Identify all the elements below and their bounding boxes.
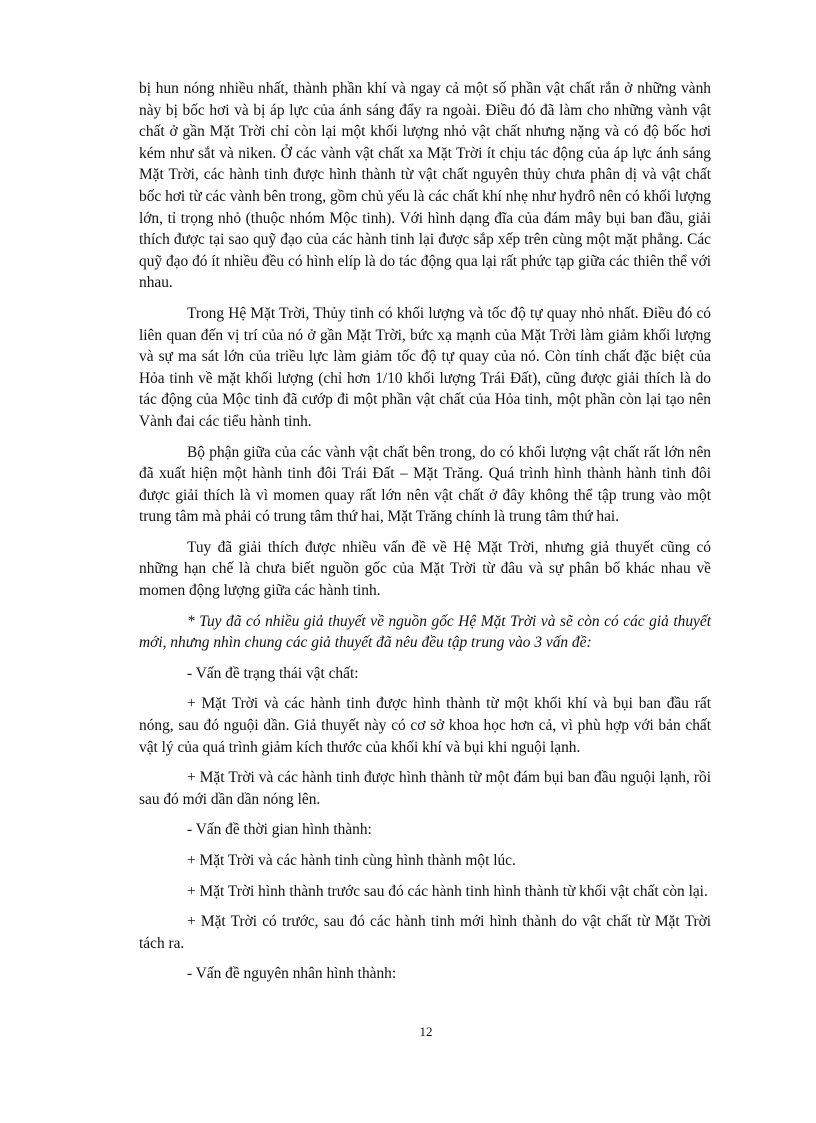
paragraph-11: + Mặt Trời hình thành trước sau đó các hành tinh hình thành từ khối vật chất còn lại. (187, 882, 708, 900)
page-number: 12 (419, 1024, 433, 1039)
paragraph-13-heading: - Vấn đề nguyên nhân hình thành: (187, 965, 397, 983)
paragraph-3: Bộ phận giữa của các vành vật chất bên trong, do có khối lượng vật chất rất lớn nên đã xuất hiện một hành tinh đôi Trái Đất – Mặt Trăng. Quá trình hình thành hành tinh đôi được giải thích là vì momen quay rất lớn nên vật chất ở đây không thể tập trung vào một trung tâm mà phải có trung tâm thứ hai, Mặt Trăng chính là trung tâm thứ hai. (139, 443, 711, 526)
paragraph-8: + Mặt Trời và các hành tinh được hình thành từ một đám bụi ban đầu nguội lạnh, rồi sau đó mới dần dần nóng lên. (139, 769, 711, 808)
paragraph-10: + Mặt Trời và các hành tinh cùng hình thành một lúc. (187, 852, 516, 869)
paragraph-1: bị hun nóng nhiều nhất, thành phần khí và ngay cả một số phần vật chất rắn ở những vành này bị bốc hơi và bị áp lực của ánh sáng đẩy ra ngoài. Điều đó đã làm cho những vành vật chất ở gần Mặt Trời chỉ còn lại một khối lượng nhỏ vật chất nhưng nặng và có độ bốc hơi kém như sắt và niken. Ở các vành vật chất xa Mặt Trời ít chịu tác động của áp lực ánh sáng Mặt Trời, các hành tinh được hình thành từ vật chất nguyên thủy chưa phân dị và vật chất bốc hơi từ các vành bên trong, gồm chủ yếu là các chất khí nhẹ như hyđrô nên có khối lượng lớn, tỉ trọng nhỏ (thuộc nhóm Mộc tinh). Với hình dạng đĩa của đám mây bụi ban đầu, giải thích được tại sao quỹ đạo của các hành tinh lại được sắp xếp trên cùng một mặt phẳng. Các quỹ đạo đó ít nhiều đều có hình elíp là do tác động qua lại rất phức tạp giữa các thiên thể với nhau. (139, 80, 711, 292)
paragraph-5-italic-note: * Tuy đã có nhiều giả thuyết về nguồn gốc Hệ Mặt Trời và sẽ còn có các giả thuyết mới, nhưng nhìn chung các giả thuyết đã nêu đều tập trung vào 3 vấn đề: (139, 612, 711, 652)
paragraph-2: Trong Hệ Mặt Trời, Thủy tinh có khối lượng và tốc độ tự quay nhỏ nhất. Điều đó có liên quan đến vị trí của nó ở gần Mặt Trời, bức xạ mạnh của Mặt Trời làm giảm khối lượng và sự ma sát lớn của triều lực làm giảm tốc độ tự quay của nó. Còn tính chất đặc biệt của Hỏa tinh về mặt khối lượng (chỉ hơn 1/10 khối lượng Trái Đất), cũng được giải thích là do tác động của Mộc tinh đã cướp đi một phần vật chất của Hỏa tinh, một phần còn lại tạo nên Vành đai các tiểu hành tinh. (139, 304, 711, 430)
paragraph-7: + Mặt Trời và các hành tinh được hình thành từ một khối khí và bụi ban đầu rất nóng, sau đó nguội dần. Giả thuyết này có cơ sở khoa học hơn cả, vì phù hợp với bản chất vật lý của quá trình giảm kích thước của khối khí và bụi khi nguội lạnh. (139, 695, 711, 756)
paragraph-6-heading: - Vấn đề trạng thái vật chất: (187, 664, 359, 682)
paragraph-12: + Mặt Trời có trước, sau đó các hành tinh mới hình thành do vật chất từ Mặt Trời tách ra. (139, 913, 711, 952)
document-body (139, 78, 711, 994)
paragraph-4: Tuy đã giải thích được nhiều vấn đề về Hệ Mặt Trời, nhưng giả thuyết cũng có những hạn chế là chưa biết nguồn gốc của Mặt Trời từ đâu và sự phân bố khác nhau về momen động lượng giữa các hành tinh. (139, 538, 711, 600)
paragraph-9-heading: - Vấn đề thời gian hình thành: (187, 821, 372, 839)
